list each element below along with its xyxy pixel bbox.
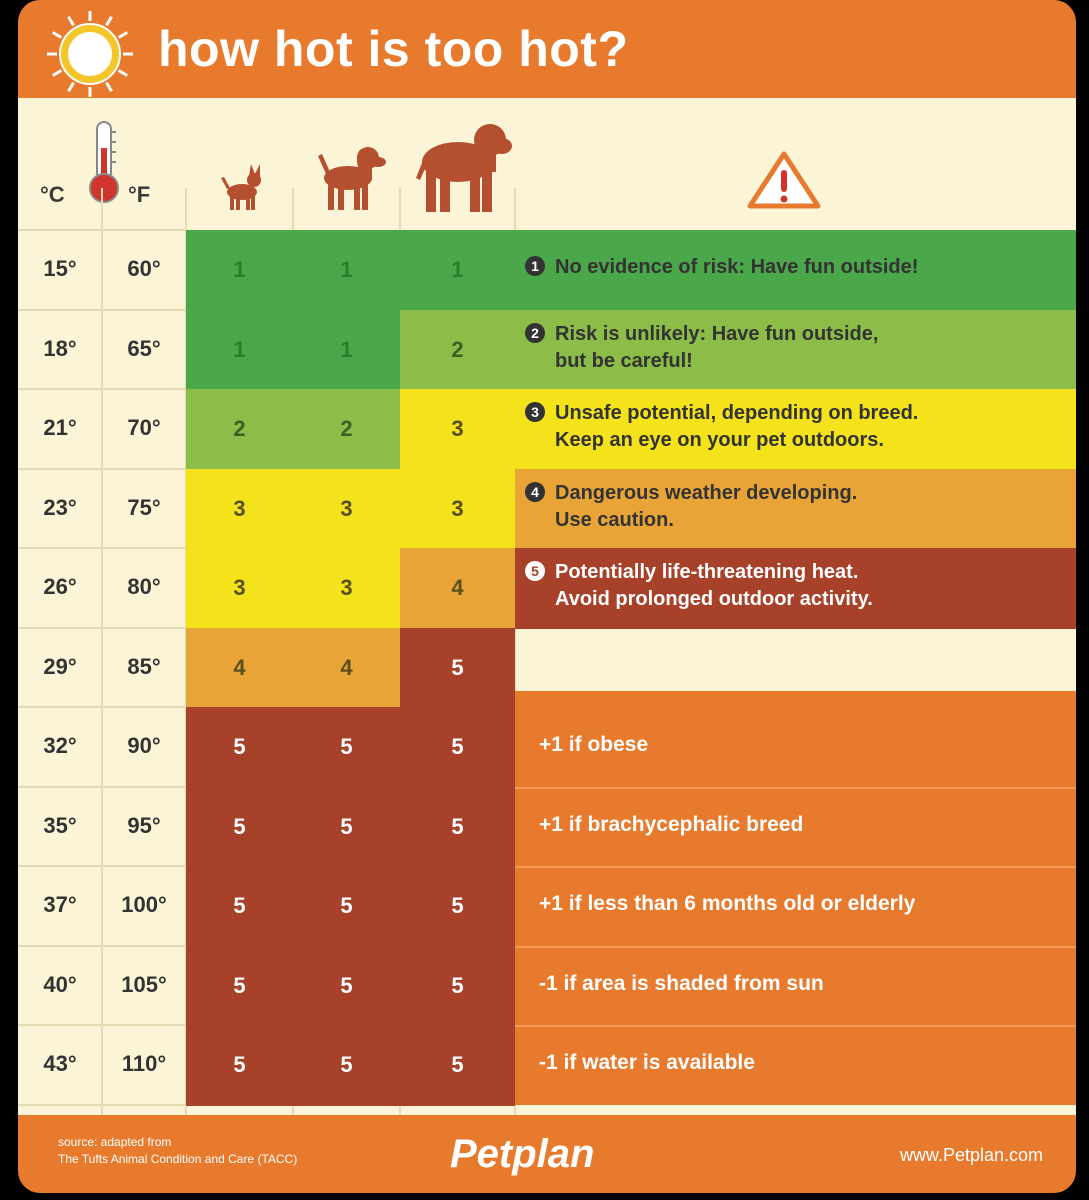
risk-cell-small: 3 xyxy=(186,469,293,550)
legend-line: Unsafe potential, depending on breed. xyxy=(555,402,919,424)
risk-cell-large: 5 xyxy=(400,628,515,709)
sun-ray xyxy=(107,83,112,92)
modifier-item: +1 if obese xyxy=(539,733,649,756)
temp-fahrenheit: 60° xyxy=(127,256,161,281)
risk-cell-small: 3 xyxy=(186,548,293,629)
row-divider xyxy=(18,865,186,867)
risk-cell-medium: 3 xyxy=(293,548,400,629)
sun-ray xyxy=(119,71,128,76)
temp-fahrenheit: 95° xyxy=(127,812,161,838)
legend-text xyxy=(525,321,1070,375)
sun-ray xyxy=(119,33,128,38)
modifier-item: -1 if area is shaded from sun xyxy=(539,971,824,995)
legend-line: but be careful! xyxy=(555,349,693,372)
risk-cell-large: 1 xyxy=(400,230,515,311)
risk-cell-medium: 5 xyxy=(293,866,400,947)
legend-number-badge: 3 xyxy=(525,402,545,422)
risk-cell-medium: 1 xyxy=(293,230,400,311)
page-title: how hot is too hot? xyxy=(158,21,629,77)
medium-dog-icon xyxy=(314,136,386,212)
modifier-item: +1 if less than 6 months old or elderly xyxy=(539,892,916,915)
risk-cell-small: 4 xyxy=(186,628,293,709)
legend-text xyxy=(525,254,1070,281)
risk-cell-medium: 5 xyxy=(293,707,400,788)
celsius-label: °C xyxy=(40,182,65,207)
large-dog-icon xyxy=(414,118,514,214)
risk-cell-medium: 2 xyxy=(293,389,400,470)
risk-cell-small: 2 xyxy=(186,389,293,470)
row-divider xyxy=(18,309,186,311)
legend-line: Keep an eye on your pet outdoors. xyxy=(555,429,884,451)
legend-line: Use caution. xyxy=(555,508,674,531)
risk-cell-medium: 5 xyxy=(293,1025,400,1106)
legend-number-badge: 5 xyxy=(525,561,545,581)
website-link[interactable]: www.Petplan.com xyxy=(899,1145,1043,1165)
header xyxy=(18,0,1076,98)
risk-cell-large: 3 xyxy=(400,389,515,470)
risk-cell-small: 5 xyxy=(186,707,293,788)
risk-cell-large: 4 xyxy=(400,548,515,629)
risk-cell-large: 3 xyxy=(400,469,515,550)
legend-number-badge: 2 xyxy=(525,323,545,343)
risk-cell-medium: 5 xyxy=(293,946,400,1027)
sun-ray xyxy=(53,71,62,76)
risk-cell-medium: 5 xyxy=(293,787,400,868)
risk-cell-large: 5 xyxy=(400,866,515,947)
modifier-item: -1 if water is available xyxy=(539,1051,755,1074)
legend-text xyxy=(525,400,1070,454)
legend-line: Risk is unlikely: Have fun outside, xyxy=(555,322,879,345)
temp-fahrenheit: 85° xyxy=(127,653,161,679)
temp-celsius: 21° xyxy=(43,415,77,440)
row-divider xyxy=(18,547,186,549)
row-divider xyxy=(18,388,186,390)
brand-logo: Petplan xyxy=(450,1132,595,1176)
temp-celsius: 43° xyxy=(43,1051,77,1076)
modifier-divider xyxy=(515,1025,1076,1027)
sun-icon xyxy=(44,8,136,100)
legend-line: No evidence of risk: Have fun outside! xyxy=(555,256,919,278)
row-divider xyxy=(18,1024,186,1026)
risk-cell-medium: 3 xyxy=(293,469,400,550)
temp-fahrenheit: 105° xyxy=(121,971,167,997)
risk-cell-medium: 4 xyxy=(293,628,400,709)
risk-cell-large: 5 xyxy=(400,787,515,868)
legend-number-badge: 4 xyxy=(525,482,545,502)
risk-cell-small: 1 xyxy=(186,230,293,311)
risk-cell-small: 5 xyxy=(186,866,293,947)
risk-cell-large: 5 xyxy=(400,946,515,1027)
warning-icon xyxy=(746,150,822,210)
risk-cell-small: 5 xyxy=(186,1025,293,1106)
row-divider xyxy=(18,786,186,788)
temp-celsius: 37° xyxy=(43,892,77,917)
temp-fahrenheit: 70° xyxy=(127,415,161,440)
temp-celsius: 35° xyxy=(43,812,77,838)
modifier-divider xyxy=(515,866,1076,868)
sun-ray xyxy=(107,17,112,26)
footer xyxy=(18,1115,1076,1193)
thermometer-icon xyxy=(82,118,126,208)
row-divider xyxy=(18,945,186,947)
modifier-divider xyxy=(515,787,1076,789)
temp-celsius: 15° xyxy=(43,256,77,281)
temp-fahrenheit: 100° xyxy=(121,892,167,917)
small-dog-icon xyxy=(218,162,266,212)
sun-ray xyxy=(69,17,74,26)
chart-panel xyxy=(18,98,1076,1115)
legend-number-badge: 1 xyxy=(525,256,545,276)
infographic-card xyxy=(18,0,1076,1193)
row-divider xyxy=(18,229,186,231)
legend-text xyxy=(525,480,1070,534)
risk-cell-small: 5 xyxy=(186,946,293,1027)
sun-ray xyxy=(69,83,74,92)
legend-text xyxy=(525,559,1070,613)
temp-celsius: 40° xyxy=(43,971,77,997)
source-line-1: source: adapted from xyxy=(58,1135,172,1149)
temp-fahrenheit: 80° xyxy=(127,574,161,599)
modifier-divider xyxy=(515,946,1076,948)
risk-cell-large: 2 xyxy=(400,310,515,391)
temp-celsius: 23° xyxy=(43,494,77,520)
risk-cell-large: 5 xyxy=(400,1025,515,1106)
row-divider xyxy=(18,706,186,708)
legend-line: Dangerous weather developing. xyxy=(555,481,858,504)
risk-cell-large: 5 xyxy=(400,707,515,788)
risk-cell-small: 5 xyxy=(186,787,293,868)
temp-fahrenheit: 110° xyxy=(121,1051,167,1076)
temp-fahrenheit: 90° xyxy=(127,733,161,758)
temp-fahrenheit: 65° xyxy=(127,335,161,361)
row-divider xyxy=(18,627,186,629)
row-divider xyxy=(18,468,186,470)
row-divider xyxy=(18,1104,186,1106)
legend-line: Potentially life-threatening heat. xyxy=(555,561,859,583)
temp-celsius: 26° xyxy=(43,574,77,599)
risk-cell-medium: 1 xyxy=(293,310,400,391)
temp-celsius: 29° xyxy=(43,653,77,679)
temp-celsius: 18° xyxy=(43,335,77,361)
temp-fahrenheit: 75° xyxy=(127,494,161,520)
temp-celsius: 32° xyxy=(43,733,77,758)
source-line-2: The Tufts Animal Condition and Care (TACC) xyxy=(58,1152,298,1166)
modifier-item: +1 if brachycephalic breed xyxy=(539,812,804,836)
risk-cell-small: 1 xyxy=(186,310,293,391)
legend-line: Avoid prolonged outdoor activity. xyxy=(555,588,873,610)
fahrenheit-label: °F xyxy=(128,182,151,207)
sun-ray xyxy=(53,33,62,38)
